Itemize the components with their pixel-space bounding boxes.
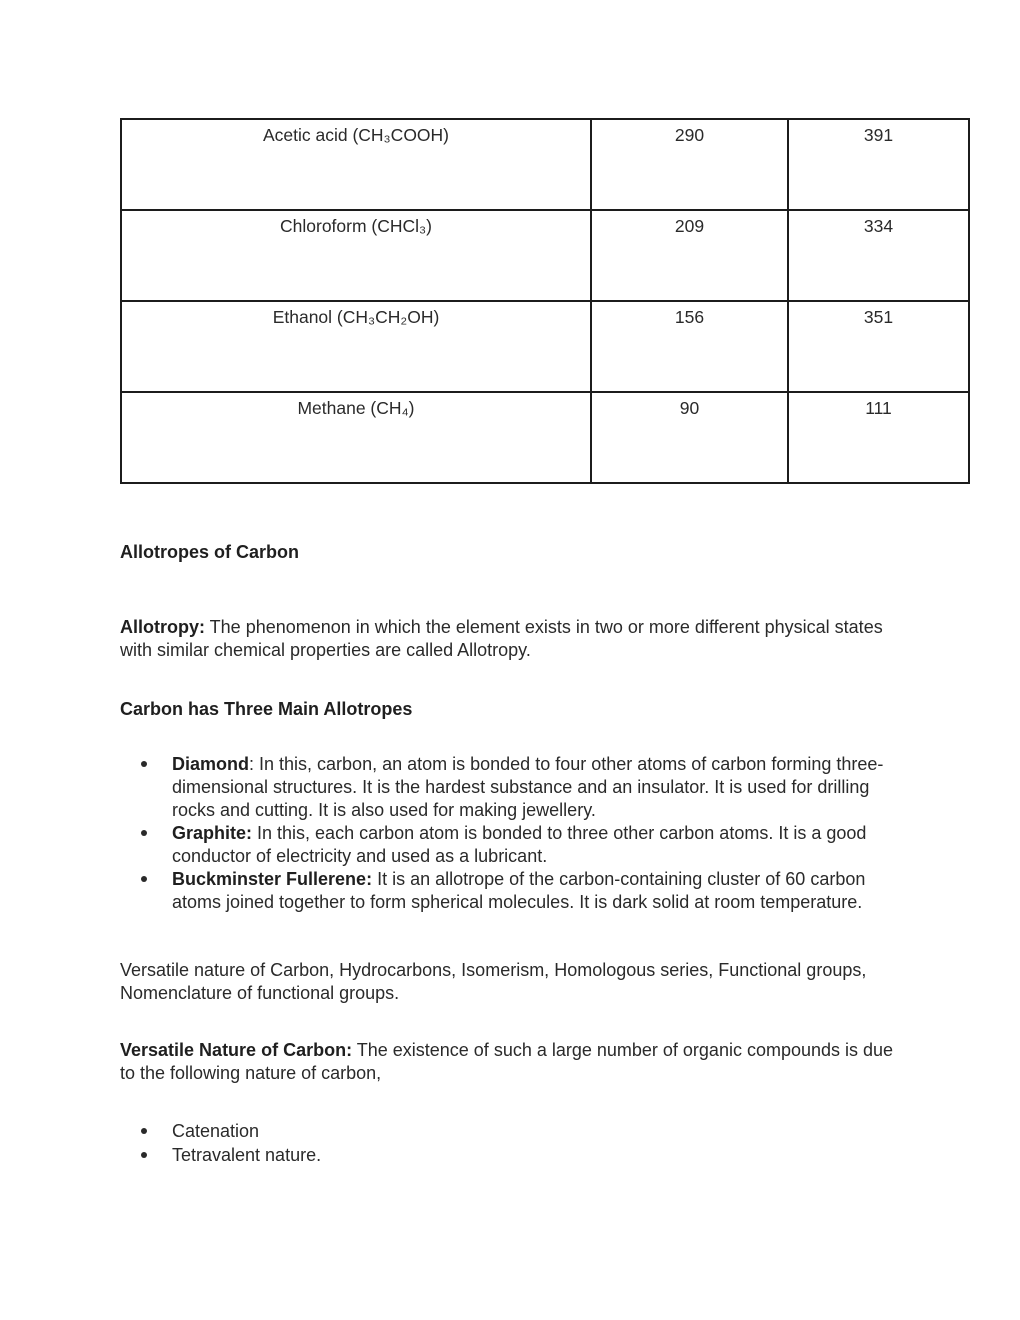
allotropes-bullet-list [120, 753, 902, 914]
graphite-text: In this, each carbon atom is bonded to three other carbon atoms. It is a good conductor of electricity and used as a lubricant. [172, 823, 867, 866]
table-row [121, 210, 969, 301]
allotropes-of-carbon-heading: Allotropes of Carbon [120, 542, 299, 562]
list-item-catenation: Catenation [120, 1119, 321, 1143]
diamond-text: : In this, carbon, an atom is bonded to four other atoms of carbon forming three-dimensional structures. It is the hardest substance and an insulator. It is used for drilling rocks and cutting. It is also used for making jewellery. [172, 754, 884, 820]
cell-value-2: 351 [788, 301, 969, 392]
versatile-topics-paragraph: Versatile nature of Carbon, Hydrocarbons, Isomerism, Homologous series, Functional groups, Nomenclature of functional groups. [120, 960, 867, 1003]
three-main-allotropes-heading: Carbon has Three Main Allotropes [120, 699, 413, 719]
carbon-nature-bullet-list [120, 1119, 321, 1167]
buckminster-term: Buckminster Fullerene: [172, 869, 373, 889]
versatile-nature-paragraph [120, 1039, 898, 1085]
cell-value-1: 156 [591, 301, 788, 392]
cell-value-1: 209 [591, 210, 788, 301]
versatile-nature-term: Versatile Nature of Carbon: [120, 1040, 353, 1060]
versatile-nature-text: The existence of such a large number of organic compounds is due to the following nature of carbon, [120, 1040, 894, 1083]
cell-value-2: 391 [788, 119, 969, 210]
cell-value-1: 90 [591, 392, 788, 483]
cell-substance: Methane (CH₄) [121, 392, 591, 483]
allotropy-definition-text: The phenomenon in which the element exists in two or more different physical states with similar chemical properties are called Allotropy. [120, 617, 883, 660]
cell-substance: Ethanol (CH₃CH₂OH) [121, 301, 591, 392]
list-item-tetravalent: Tetravalent nature. [120, 1143, 321, 1167]
list-item-graphite [120, 822, 902, 868]
allotropy-term: Allotropy: [120, 617, 205, 637]
cell-substance: Acetic acid (CH₃COOH) [121, 119, 591, 210]
diamond-term: Diamond [172, 754, 250, 774]
cell-value-2: 334 [788, 210, 969, 301]
cell-value-2: 111 [788, 392, 969, 483]
allotropy-definition-paragraph [120, 616, 895, 662]
table-row [121, 119, 969, 210]
graphite-term: Graphite: [172, 823, 253, 843]
table-row [121, 301, 969, 392]
table-row [121, 392, 969, 483]
cell-value-1: 290 [591, 119, 788, 210]
cell-substance: Chloroform (CHCl₃) [121, 210, 591, 301]
substances-table [120, 118, 970, 484]
buckminster-text: It is an allotrope of the carbon-containing cluster of 60 carbon atoms joined together to form spherical molecules. It is dark solid at room temperature. [172, 869, 866, 912]
list-item-buckminster-fullerene [120, 868, 902, 914]
list-item-diamond [120, 753, 902, 822]
